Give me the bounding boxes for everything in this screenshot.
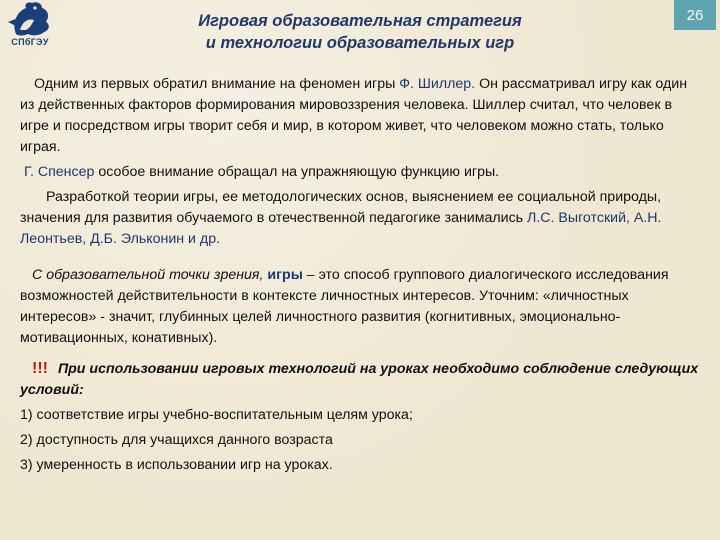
p3-text-before: Разработкой теории игры, ее методологических основ, выяснением ее социальной природы, значения для развития обучаемого в отечественной педагогике занимались bbox=[20, 189, 662, 226]
slide-title bbox=[120, 10, 600, 54]
paragraph-spencer bbox=[20, 162, 700, 183]
p1-name: Ф. Шиллер. bbox=[399, 76, 476, 92]
logo-text: СПбГЭУ bbox=[11, 37, 49, 47]
paragraph-definition bbox=[20, 265, 700, 349]
slide-body bbox=[20, 74, 700, 476]
title-line-1: Игровая образовательная стратегия bbox=[198, 12, 522, 30]
title-line-2: и технологии образовательных игр bbox=[205, 34, 515, 52]
p4-text-after: – это способ группового диалогического исследования возможностей действительности в контексте личностных интересов. Уточним: «личностных интересов» - значит, глубинных целей личностного развития (когнитивных, эмоционально-мотивационных, конативных). bbox=[20, 267, 669, 346]
paragraph-conditions-heading bbox=[20, 358, 700, 401]
p2-name: Г. Спенсер bbox=[24, 164, 95, 180]
p4-italic-part: С образовательной точки зрения, bbox=[32, 267, 264, 283]
paragraph-schiller bbox=[20, 74, 700, 158]
exclamation-mark: !!! bbox=[32, 360, 48, 377]
griffin-emblem-icon bbox=[2, 0, 56, 40]
condition-item: 1) соответствие игры учебно-воспитательным целям урока; bbox=[20, 407, 413, 423]
condition-item: 2) доступность для учащихся данного возраста bbox=[20, 432, 333, 448]
paragraph-theory bbox=[20, 187, 700, 250]
p2-text-after: особое внимание обращал на упражняющую функцию игры. bbox=[98, 164, 500, 180]
conditions-heading: При использовании игровых технологий на уроках необходимо соблюдение следующих условий: bbox=[20, 361, 699, 398]
p1-text-before: Одним из первых обратил внимание на феномен игры bbox=[34, 76, 396, 92]
condition-item: 3) умеренность в использовании игр на уроках. bbox=[20, 457, 333, 473]
page-number: 26 bbox=[674, 0, 716, 30]
p1-text-after: Он рассматривал игру как один из действенных факторов формирования мировоззрения человека. Шиллер считал, что человек в игре и посредством игры творит себя и мир, в котором живет, что человеком можно стать, только играя. bbox=[20, 76, 688, 155]
university-logo bbox=[2, 0, 56, 50]
p4-term: игры bbox=[267, 267, 303, 283]
p3-names: Л.С. Выготский, А.Н. Леонтьев, Д.Б. Эльконин и др. bbox=[20, 210, 662, 247]
